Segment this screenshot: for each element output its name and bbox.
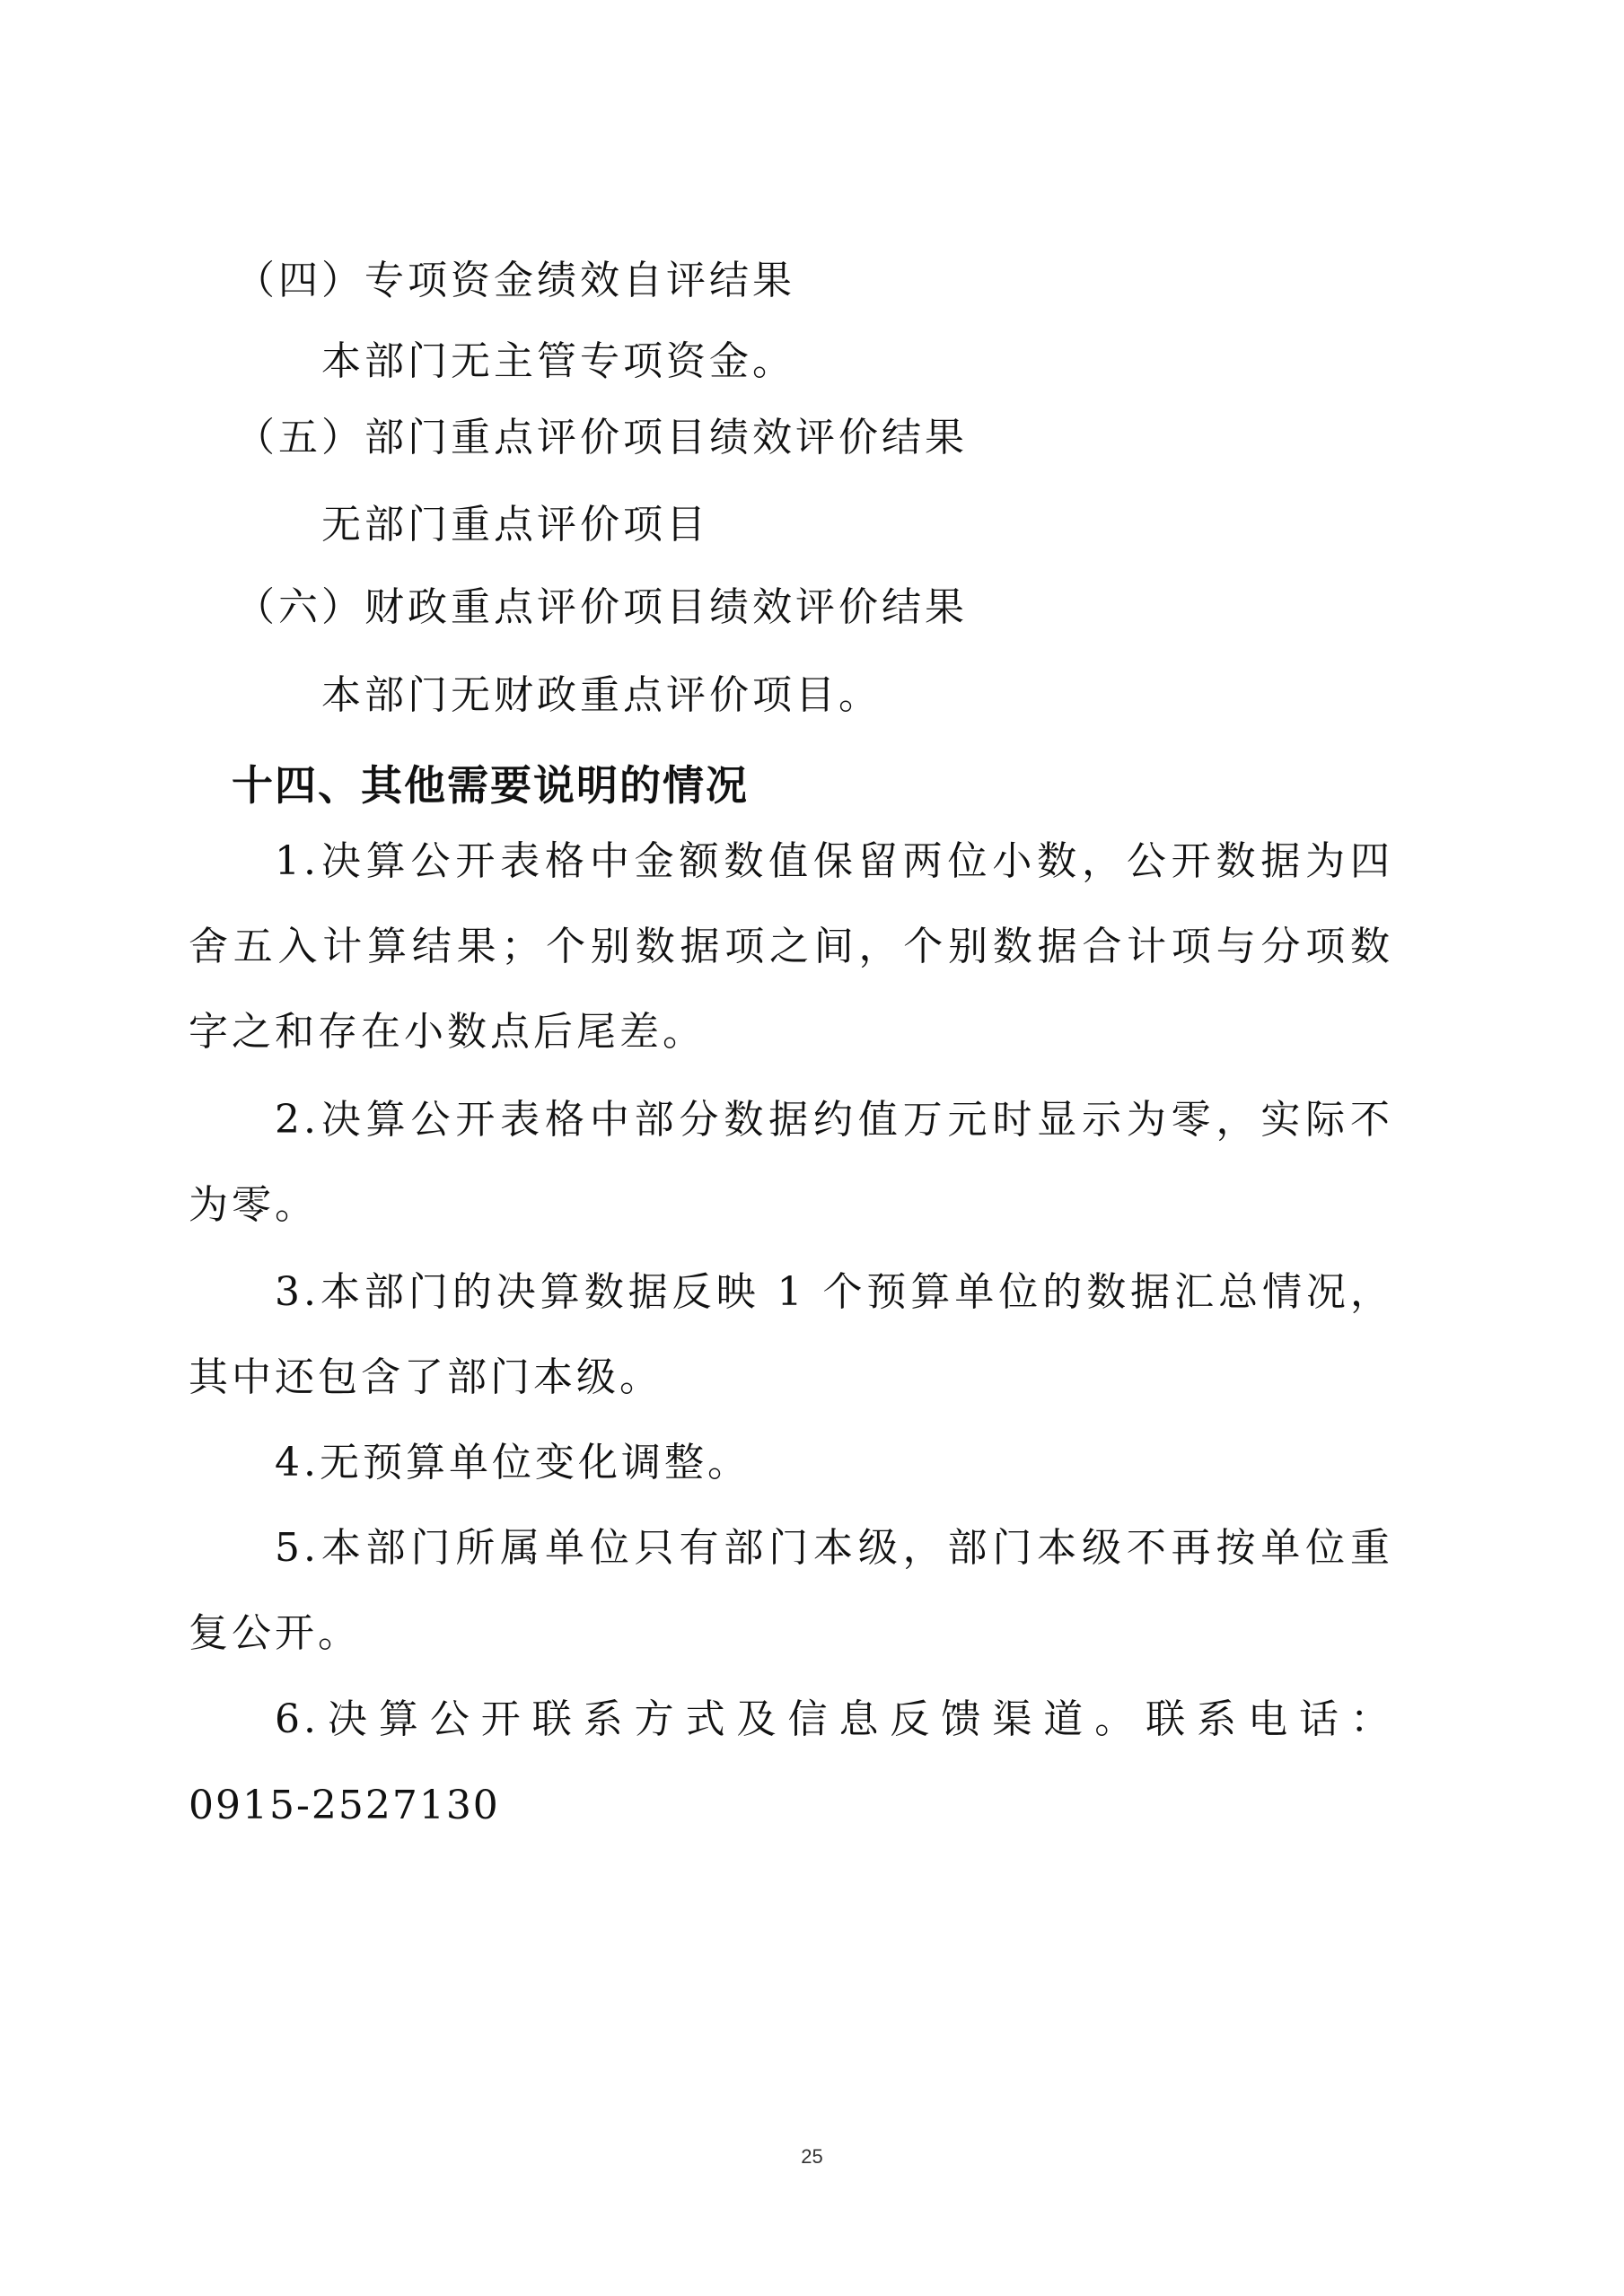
paragraph-1-line-1: 1.决算公开表格中金额数值保留两位小数，公开数据为四	[275, 838, 1393, 884]
section-6-body: 本部门无财政重点评价项目。	[321, 672, 882, 718]
paragraph-6-line-1: 6.决算公开联系方式及信息反馈渠道。联系电话：	[275, 1696, 1393, 1742]
paragraph-5-line-1: 5.本部门所属单位只有部门本级，部门本级不再按单位重	[275, 1525, 1393, 1571]
paragraph-6-line-2-phone: 0915-2527130	[189, 1783, 500, 1828]
paragraph-2-line-2: 为零。	[189, 1182, 318, 1228]
paragraph-3-line-2: 其中还包含了部门本级。	[189, 1354, 663, 1400]
section-4-title: （四）专项资金绩效自评结果	[235, 258, 795, 303]
paragraph-4-line-1: 4.无预算单位变化调整。	[275, 1440, 751, 1485]
paragraph-2-line-1: 2.决算公开表格中部分数据约值万元时显示为零，实际不	[275, 1097, 1393, 1143]
paragraph-1-line-3: 字之和存在小数点后尾差。	[189, 1009, 706, 1055]
paragraph-1-line-2: 舍五入计算结果；个别数据项之间，个别数据合计项与分项数	[189, 924, 1393, 969]
section-5-body: 无部门重点评价项目	[321, 502, 709, 548]
section-6-title: （六）财政重点评价项目绩效评价结果	[235, 584, 968, 630]
section-14-heading: 十四、其他需要说明的情况	[232, 761, 749, 810]
page-number: 25	[801, 2145, 823, 2168]
paragraph-3-line-1: 3.本部门的决算数据反映 1 个预算单位的数据汇总情况，	[275, 1269, 1393, 1315]
paragraph-5-line-2: 复公开。	[189, 1610, 361, 1656]
section-4-body: 本部门无主管专项资金。	[321, 338, 795, 384]
section-5-title: （五）部门重点评价项目绩效评价结果	[235, 415, 968, 460]
